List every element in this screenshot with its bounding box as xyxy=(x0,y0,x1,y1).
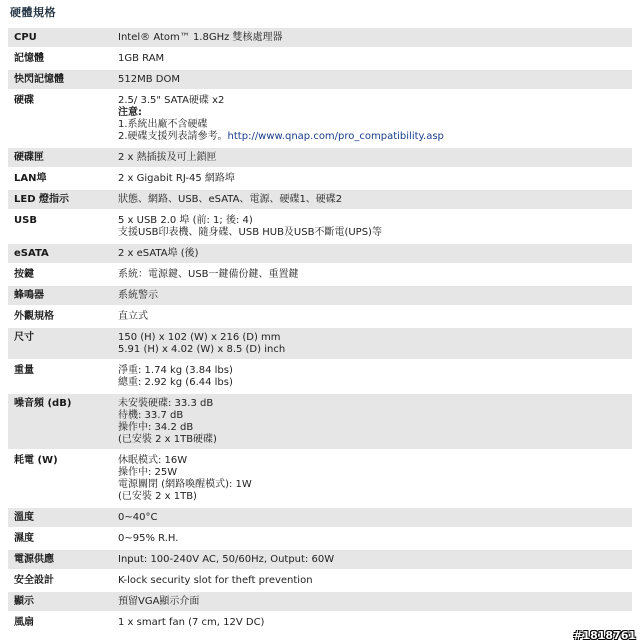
spec-row-esata xyxy=(8,244,632,263)
row-label: 電源供應 xyxy=(8,550,112,569)
spec-row-usb xyxy=(8,211,632,242)
row-label: 外觀規格 xyxy=(8,307,112,326)
row-value: Intel® Atom™ 1.8GHz 雙核處理器 xyxy=(112,28,632,47)
row-value: 系統警示 xyxy=(112,286,632,305)
row-value: 0~40°C xyxy=(112,508,632,527)
spec-row-dimensions xyxy=(8,328,632,359)
row-label: 按鍵 xyxy=(8,265,112,284)
row-value: 0~95% R.H. xyxy=(112,529,632,548)
row-label: LAN埠 xyxy=(8,169,112,188)
row-label: CPU xyxy=(8,28,112,47)
spec-row-temperature xyxy=(8,508,632,527)
spec-row-buzzer xyxy=(8,286,632,305)
section-title: 硬體規格 xyxy=(10,6,56,19)
row-label: LED 燈指示 xyxy=(8,190,112,209)
row-value: 2 x 熱插拔及可上鎖匣 xyxy=(112,148,632,167)
row-value: 預留VGA顯示介面 xyxy=(112,592,632,611)
row-value: Input: 100-240V AC, 50/60Hz, Output: 60W xyxy=(112,550,632,569)
row-value: 未安裝硬碟: 33.3 dB 待機: 33.7 dB 操作中: 34.2 dB (已安裝 2 x 1TB硬碟) xyxy=(112,394,632,449)
row-value: 512MB DOM xyxy=(112,70,632,89)
spec-row-cpu xyxy=(8,28,632,47)
spec-row-lan xyxy=(8,169,632,188)
spec-row-display xyxy=(8,592,632,611)
row-label: 蜂鳴器 xyxy=(8,286,112,305)
row-value: 直立式 xyxy=(112,307,632,326)
row-value: 150 (H) x 102 (W) x 216 (D) mm 5.91 (H) x 4.02 (W) x 8.5 (D) inch xyxy=(112,328,632,359)
row-value: 2 x Gigabit RJ-45 網路埠 xyxy=(112,169,632,188)
row-label: 尺寸 xyxy=(8,328,112,359)
row-label: eSATA xyxy=(8,244,112,263)
spec-row-fan xyxy=(8,613,632,632)
row-label: 記憶體 xyxy=(8,49,112,68)
row-value: 淨重: 1.74 kg (3.84 lbs) 總重: 2.92 kg (6.44 lbs) xyxy=(112,361,632,392)
spec-row-led xyxy=(8,190,632,209)
spec-row-power-supply xyxy=(8,550,632,569)
spec-row-disk xyxy=(8,91,632,146)
row-label: 風扇 xyxy=(8,613,112,632)
row-label: 安全設計 xyxy=(8,571,112,590)
row-value: K-lock security slot for theft prevention xyxy=(112,571,632,590)
spec-row-flash xyxy=(8,70,632,89)
note-heading: 注意: xyxy=(118,107,142,118)
row-label: 硬碟 xyxy=(8,91,112,146)
row-label: 重量 xyxy=(8,361,112,392)
spec-row-power-consumption xyxy=(8,451,632,506)
row-value: 2 x eSATA埠 (後) xyxy=(112,244,632,263)
spec-row-noise xyxy=(8,394,632,449)
spec-row-form-factor xyxy=(8,307,632,326)
spec-row-weight xyxy=(8,361,632,392)
row-label: 快閃記憶體 xyxy=(8,70,112,89)
row-label: 噪音頻 (dB) xyxy=(8,394,112,449)
row-value: 系統：電源鍵、USB一鍵備份鍵、重置鍵 xyxy=(112,265,632,284)
row-value: 1 x smart fan (7 cm, 12V DC) xyxy=(112,613,632,632)
row-label: 顯示 xyxy=(8,592,112,611)
row-label: 濕度 xyxy=(8,529,112,548)
row-value: 1GB RAM xyxy=(112,49,632,68)
row-label: USB xyxy=(8,211,112,242)
row-value: 狀態、網路、USB、eSATA、電源、硬碟1、硬碟2 xyxy=(112,190,632,209)
spec-row-security xyxy=(8,571,632,590)
compatibility-link[interactable]: http://www.qnap.com/pro_compatibility.asp xyxy=(227,131,444,142)
spec-row-humidity xyxy=(8,529,632,548)
spec-row-buttons xyxy=(8,265,632,284)
row-label: 硬碟匣 xyxy=(8,148,112,167)
row-label: 溫度 xyxy=(8,508,112,527)
row-value: 休眠模式: 16W 操作中: 25W 電源關閉 (網路喚醒模式): 1W (已安裝 2 x 1TB) xyxy=(112,451,632,506)
spec-row-memory xyxy=(8,49,632,68)
watermark-id: #1818761 xyxy=(573,629,636,642)
spec-table xyxy=(8,26,632,634)
row-label: 耗電 (W) xyxy=(8,451,112,506)
row-value: 5 x USB 2.0 埠 (前: 1; 後: 4) 支援USB印表機、隨身碟、USB HUB及USB不斷電(UPS)等 xyxy=(112,211,632,242)
row-value: 2.5/ 3.5" SATA硬碟 x2 注意: 1.系統出廠不含硬碟 2.硬碟支援列表請參考。http://www.qnap.com/pro_compatibility.asp xyxy=(112,91,632,146)
spec-row-tray xyxy=(8,148,632,167)
